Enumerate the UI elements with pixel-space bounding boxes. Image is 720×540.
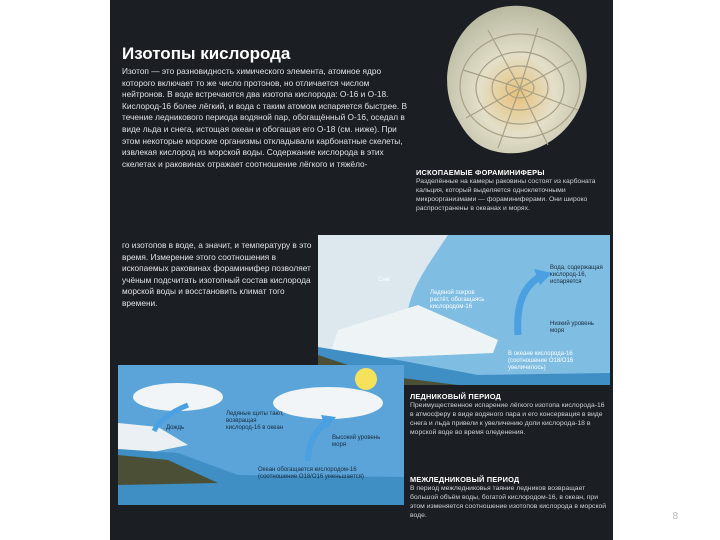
main-paragraph: Изотоп — это разновидность химического элемента, атомное ядро которого включает то же число протонов, но отличается числом нейтронов. В воде встречаются два изотопа кислорода: О-16 и О-18. Кислород-16 более лёгкий, и вода с таким атомом испаряется быстрее. В течение ледникового периода водяной пар, обогащённый О-16, оседал в виде льда и снега, истощая океан и обогащая его О-18 (см. ниже). При этом некоторые морские организмы откладывали карбонатные скелеты, извлекая кислород из морской воды. Содержание кислорода в этих скелетах и раковинах отражает соотношение лёгкого и тяжёло- bbox=[122, 66, 408, 169]
slide-page-number: 8 bbox=[672, 511, 678, 522]
glacial-diagram bbox=[318, 235, 610, 385]
interglacial-caption-title: МЕЖЛЕДНИКОВЫЙ ПЕРИОД bbox=[410, 475, 520, 484]
fossil-caption bbox=[416, 168, 608, 213]
vapor-label: Вода, содержащая кислород-16, испаряется bbox=[550, 265, 603, 285]
glacial-caption-text: Преимущественное испарение лёгкого изотопа кислорода-16 в атмосферу в виде водяного пара и его консервация в виде снега и льда привели к увеличению доли кислорода-18 в морской воде во время оледенения. bbox=[410, 402, 605, 436]
main-paragraph-continued: го изотопов в воде, а значит, и температуру в это время. Измерение этого соотношения в ископаемых раковинах фораминифер позволяет учёным подсчитать изотопный состав кислорода морской воды и восстановить климат того времени. bbox=[122, 240, 312, 308]
rain-label: Дождь bbox=[166, 425, 185, 431]
fossil-caption-text: Разделённые на камеры раковины состоят из карбоната кальция, который выделяется одноклеточными микроорганизмами — фораминиферами. Они широко распространены в океанах и морях. bbox=[416, 178, 596, 212]
high-sea-label: Высокий уровень моря bbox=[332, 435, 381, 448]
low-sea-label: Низкий уровень моря bbox=[550, 321, 594, 334]
ice-growth-label: Ледяной покров растёт, обогащаясь кислородом-16 bbox=[430, 290, 485, 310]
fossil-caption-title: ИСКОПАЕМЫЕ ФОРАМИНИФЕРЫ bbox=[416, 168, 545, 177]
glacial-ocean-label: В океане кислорода-16 (соотношение O18/O16 увеличилось) bbox=[508, 351, 574, 371]
foraminifera-shell-image bbox=[428, 0, 598, 165]
interglacial-caption-text: В период межледниковья таяние ледников возвращает большой объём воды, богатой кислородом-16, в океан, при этом изменяется соотношение изотопов кислорода в морской воде. bbox=[410, 485, 607, 519]
book-page bbox=[110, 0, 613, 540]
snow-label: Снег bbox=[378, 277, 392, 283]
interglacial-caption bbox=[410, 475, 610, 520]
page-title: Изотопы кислорода bbox=[122, 44, 291, 63]
glacial-caption bbox=[410, 392, 610, 437]
interglacial-ocean-label: Океан обогащается кислородом-16 (соотношение O18/O16 уменьшается) bbox=[258, 467, 364, 480]
interglacial-diagram bbox=[118, 365, 404, 505]
ice-melt-label: Ледяные щиты тают, возвращая кислород-16 в океан bbox=[226, 411, 284, 431]
glacial-caption-title: ЛЕДНИКОВЫЙ ПЕРИОД bbox=[410, 392, 502, 401]
